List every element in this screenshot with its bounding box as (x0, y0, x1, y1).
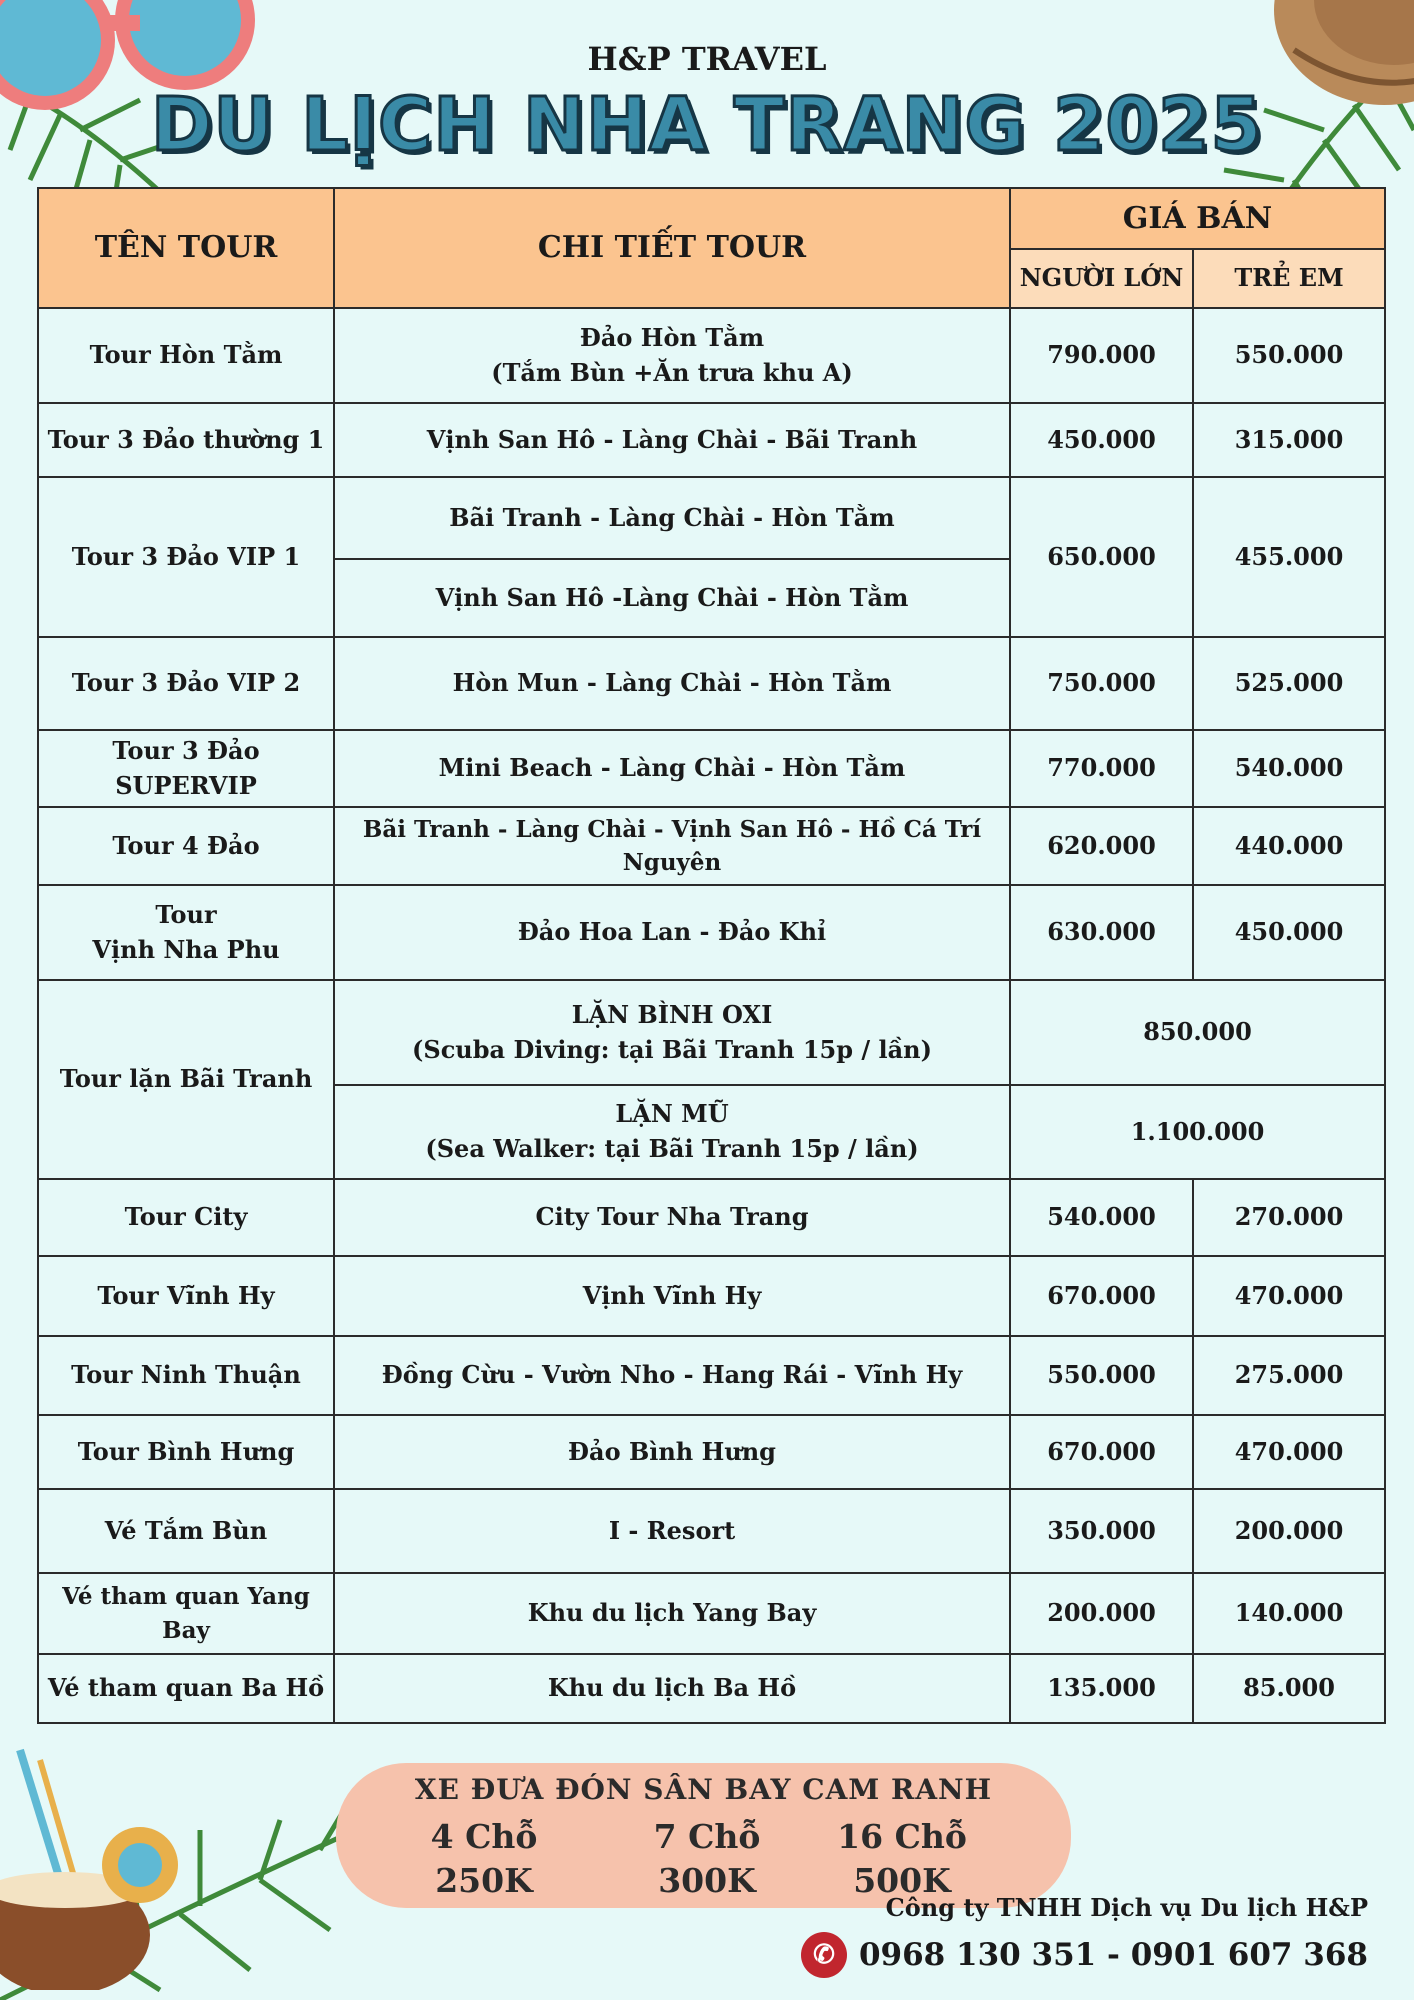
phone-numbers[interactable]: 0968 130 351 - 0901 607 368 (858, 1937, 1368, 1973)
tour-name: Tour Vĩnh Hy (38, 1256, 334, 1336)
tour-detail: Đảo Hòn Tằm (Tắm Bùn +Ăn trưa khu A) (334, 308, 1010, 403)
tour-name: Tour Ninh Thuận (38, 1336, 334, 1415)
transfer-option (827, 1815, 977, 1903)
price-flat: 850.000 (1010, 980, 1385, 1085)
table-row (38, 1654, 1385, 1723)
table-row (38, 1489, 1385, 1573)
price-child: 540.000 (1193, 730, 1385, 807)
price-child: 470.000 (1193, 1415, 1385, 1489)
price-child: 450.000 (1193, 885, 1385, 980)
tour-detail: Hòn Mun - Làng Chài - Hòn Tằm (334, 637, 1010, 730)
tour-name: Tour lặn Bãi Tranh (38, 980, 334, 1179)
tour-name: Tour City (38, 1179, 334, 1256)
tour-detail: Bãi Tranh - Làng Chài - Hòn Tằm (334, 477, 1010, 559)
header-child: TRẺ EM (1193, 249, 1385, 308)
coconut-drink-icon (0, 1730, 190, 1990)
transfer-option (632, 1815, 782, 1903)
price-child: 525.000 (1193, 637, 1385, 730)
table-row (38, 730, 1385, 807)
tour-detail: Vịnh San Hô - Làng Chài - Bãi Tranh (334, 403, 1010, 477)
tour-detail: Vịnh San Hô -Làng Chài - Hòn Tằm (334, 559, 1010, 637)
phone-line (801, 1932, 1368, 1978)
price-flat: 1.100.000 (1010, 1085, 1385, 1179)
airport-transfer-box (336, 1763, 1071, 1908)
table-row (38, 308, 1385, 403)
table-row (38, 980, 1385, 1085)
company-name: Công ty TNHH Dịch vụ Du lịch H&P (885, 1893, 1368, 1922)
tour-name: Tour 3 Đảo SUPERVIP (38, 730, 334, 807)
price-adult: 790.000 (1010, 308, 1193, 403)
tour-detail: Mini Beach - Làng Chài - Hòn Tằm (334, 730, 1010, 807)
price-adult: 630.000 (1010, 885, 1193, 980)
price-child: 440.000 (1193, 807, 1385, 885)
transfer-title: XE ĐƯA ĐÓN SÂN BAY CAM RANH (414, 1773, 993, 1806)
tour-name: Vé tham quan Yang Bay (38, 1573, 334, 1654)
transfer-price: 300K (658, 1861, 756, 1900)
tour-name: Tour Vịnh Nha Phu (38, 885, 334, 980)
page-title: DU LỊCH NHA TRANG 2025 (151, 82, 1263, 168)
tour-price-table (37, 187, 1386, 1724)
price-child: 275.000 (1193, 1336, 1385, 1415)
transfer-seats: 4 Chỗ (430, 1817, 538, 1856)
tour-detail: Đảo Bình Hưng (334, 1415, 1010, 1489)
price-child: 455.000 (1193, 477, 1385, 637)
tour-name: Tour 3 Đảo VIP 2 (38, 637, 334, 730)
phone-icon: ✆ (801, 1932, 847, 1978)
header-tour-detail: CHI TIẾT TOUR (334, 188, 1010, 308)
header-price: GIÁ BÁN (1010, 188, 1385, 249)
table-row (38, 477, 1385, 559)
tour-name: Tour 3 Đảo VIP 1 (38, 477, 334, 637)
tour-name: Tour 3 Đảo thường 1 (38, 403, 334, 477)
price-child: 200.000 (1193, 1489, 1385, 1573)
price-child: 85.000 (1193, 1654, 1385, 1723)
price-adult: 540.000 (1010, 1179, 1193, 1256)
price-child: 470.000 (1193, 1256, 1385, 1336)
price-child: 270.000 (1193, 1179, 1385, 1256)
tour-detail: I - Resort (334, 1489, 1010, 1573)
price-child: 550.000 (1193, 308, 1385, 403)
price-adult: 450.000 (1010, 403, 1193, 477)
transfer-price: 250K (435, 1861, 533, 1900)
price-adult: 750.000 (1010, 637, 1193, 730)
transfer-seats: 7 Chỗ (653, 1817, 761, 1856)
price-adult: 550.000 (1010, 1336, 1193, 1415)
price-adult: 670.000 (1010, 1415, 1193, 1489)
price-adult: 350.000 (1010, 1489, 1193, 1573)
tour-name: Tour Bình Hưng (38, 1415, 334, 1489)
header-tour-name: TÊN TOUR (38, 188, 334, 308)
transfer-price: 500K (853, 1861, 951, 1900)
price-adult: 650.000 (1010, 477, 1193, 637)
brand-name: H&P TRAVEL (587, 40, 827, 78)
tour-name: Vé Tắm Bùn (38, 1489, 334, 1573)
contact-block (801, 1893, 1368, 1978)
table-row (38, 1336, 1385, 1415)
price-adult: 135.000 (1010, 1654, 1193, 1723)
price-child: 140.000 (1193, 1573, 1385, 1654)
tour-detail: Khu du lịch Yang Bay (334, 1573, 1010, 1654)
tour-name: Vé tham quan Ba Hồ (38, 1654, 334, 1723)
tour-detail: Bãi Tranh - Làng Chài - Vịnh San Hô - Hồ Cá Trí Nguyên (334, 807, 1010, 885)
table-row (38, 1415, 1385, 1489)
price-adult: 620.000 (1010, 807, 1193, 885)
price-adult: 770.000 (1010, 730, 1193, 807)
tour-detail: Đảo Hoa Lan - Đảo Khỉ (334, 885, 1010, 980)
header-adult: NGƯỜI LỚN (1010, 249, 1193, 308)
table-row (38, 403, 1385, 477)
price-adult: 670.000 (1010, 1256, 1193, 1336)
price-adult: 200.000 (1010, 1573, 1193, 1654)
tour-detail: LẶN BÌNH OXI (Scuba Diving: tại Bãi Tranh 15p / lần) (334, 980, 1010, 1085)
tour-name: Tour 4 Đảo (38, 807, 334, 885)
table-row (38, 885, 1385, 980)
tour-detail: Đồng Cừu - Vườn Nho - Hang Rái - Vĩnh Hy (334, 1336, 1010, 1415)
table-row (38, 1179, 1385, 1256)
tour-name: Tour Hòn Tằm (38, 308, 334, 403)
table-row (38, 807, 1385, 885)
table-row (38, 637, 1385, 730)
tour-detail: City Tour Nha Trang (334, 1179, 1010, 1256)
tour-detail: Vịnh Vĩnh Hy (334, 1256, 1010, 1336)
table-row (38, 1573, 1385, 1654)
price-child: 315.000 (1193, 403, 1385, 477)
transfer-option (409, 1815, 559, 1903)
tour-detail: Khu du lịch Ba Hồ (334, 1654, 1010, 1723)
transfer-seats: 16 Chỗ (837, 1817, 967, 1856)
table-row (38, 1256, 1385, 1336)
tour-detail: LẶN MŨ (Sea Walker: tại Bãi Tranh 15p / lần) (334, 1085, 1010, 1179)
